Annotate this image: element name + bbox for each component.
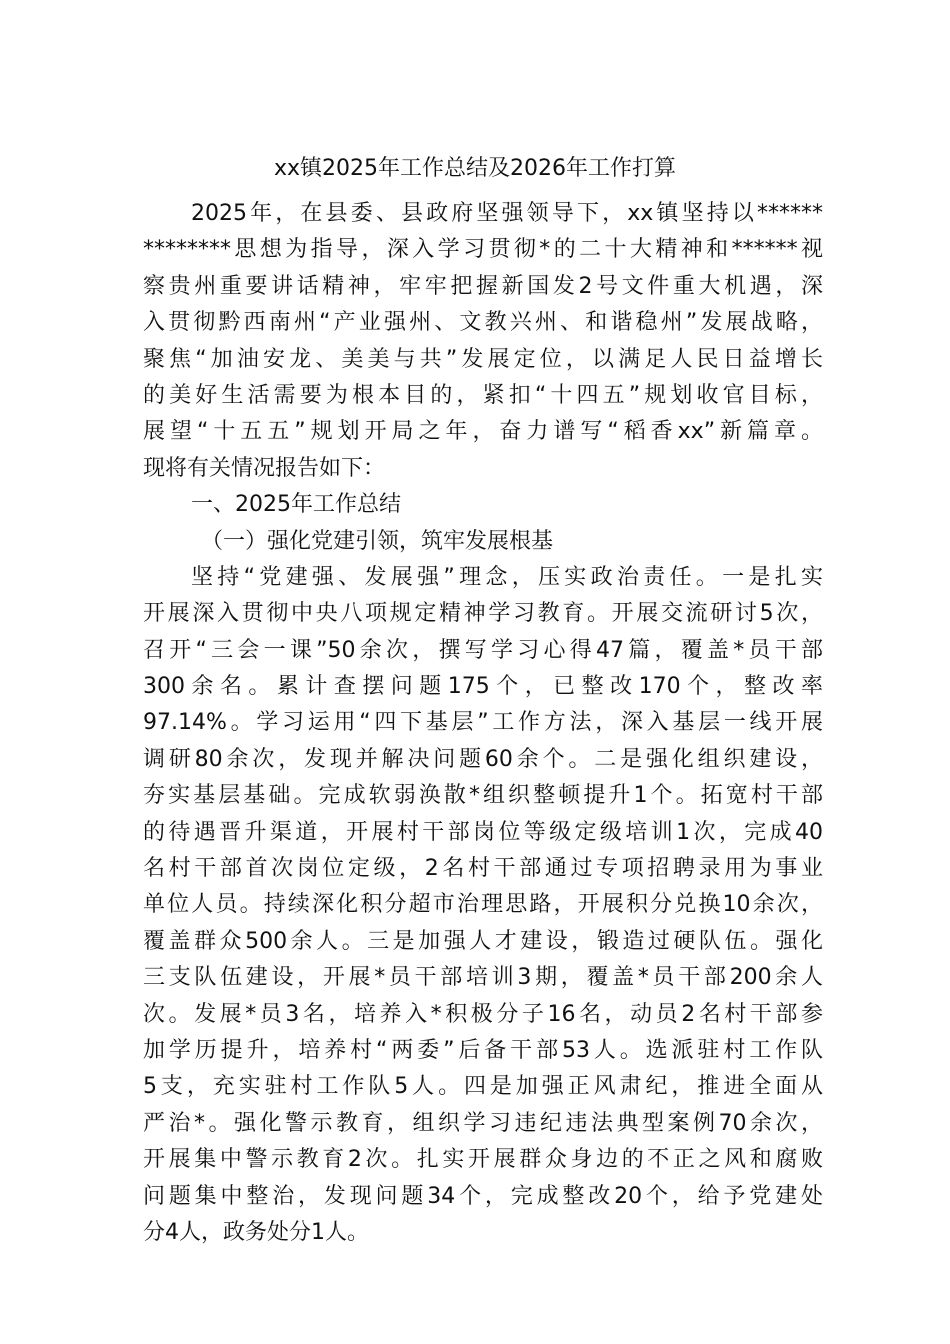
text-line: 夯实基层基础。完成软弱涣散*组织整顿提升1个。拓宽村干部 — [143, 783, 823, 809]
document-body — [143, 196, 823, 1251]
document-title: xx镇2025年工作总结及2026年工作打算 — [273, 156, 677, 181]
text-line: 300余名。累计查摆问题175个，已整改170个，整改率 — [143, 674, 823, 700]
text-line: 的美好生活需要为根本目的，紧扣“十四五”规划收官目标， — [143, 382, 823, 408]
text-line: 开展深入贯彻中央八项规定精神学习教育。开展交流研讨5次， — [143, 601, 823, 627]
text-line: 问题集中整治，发现问题34个，完成整改20个，给予党建处 — [143, 1183, 823, 1209]
text-line: 分4人，政务处分1人。 — [143, 1219, 369, 1245]
text-line: 展望“十五五”规划开局之年，奋力谱写“稻香xx”新篇章。 — [143, 419, 823, 445]
text-line: 严治*。强化警示教育，组织学习违纪违法典型案例70余次， — [143, 1110, 823, 1136]
text-line: 次。发展*员3名，培养入*积极分子16名，动员2名村干部参 — [143, 1001, 823, 1027]
text-line: 名村干部首次岗位定级，2名村干部通过专项招聘录用为事业 — [143, 856, 823, 882]
text-line: 一、2025年工作总结 — [191, 492, 401, 518]
text-line: 覆盖群众500余人。三是加强人才建设，锻造过硬队伍。强化 — [143, 928, 823, 954]
text-line: 调研80余次，发现并解决问题60余个。二是强化组织建设， — [143, 746, 823, 772]
text-line: 开展集中警示教育2次。扎实开展群众身边的不正之风和腐败 — [143, 1147, 823, 1173]
text-line: 2025年，在县委、县政府坚强领导下，xx镇坚持以****** — [191, 201, 823, 226]
text-line: 三支队伍建设，开展*员干部培训3期，覆盖*员干部200余人 — [143, 965, 823, 991]
text-line: 聚焦“加油安龙、美美与共”发展定位，以满足人民日益增长 — [143, 346, 823, 372]
text-line: 97.14%。学习运用“四下基层”工作方法，深入基层一线开展 — [143, 710, 823, 736]
text-line: 现将有关情况报告如下： — [143, 455, 386, 481]
text-line: ********思想为指导，深入学习贯彻*的二十大精神和******视 — [143, 237, 823, 263]
text-line: 召开“三会一课”50余次，撰写学习心得47篇，覆盖*员干部 — [143, 637, 823, 663]
text-line: 5支，充实驻村工作队5人。四是加强正风肃纪，推进全面从 — [143, 1074, 823, 1100]
text-line: 入贯彻黔西南州“产业强州、文教兴州、和谐稳州”发展战略， — [143, 310, 823, 336]
text-line: 的待遇晋升渠道，开展村干部岗位等级定级培训1次，完成40 — [143, 819, 823, 845]
text-line: 单位人员。持续深化积分超市治理思路，开展积分兑换10余次， — [143, 892, 823, 918]
text-line: 加学历提升，培养村“两委”后备干部53人。选派驻村工作队 — [143, 1037, 823, 1063]
text-line: 察贵州重要讲话精神，牢牢把握新国发2号文件重大机遇，深 — [143, 273, 823, 299]
text-line: （一）强化党建引领，筑牢发展根基 — [201, 528, 554, 554]
text-line: 坚持“党建强、发展强”理念，压实政治责任。一是扎实 — [191, 564, 823, 590]
